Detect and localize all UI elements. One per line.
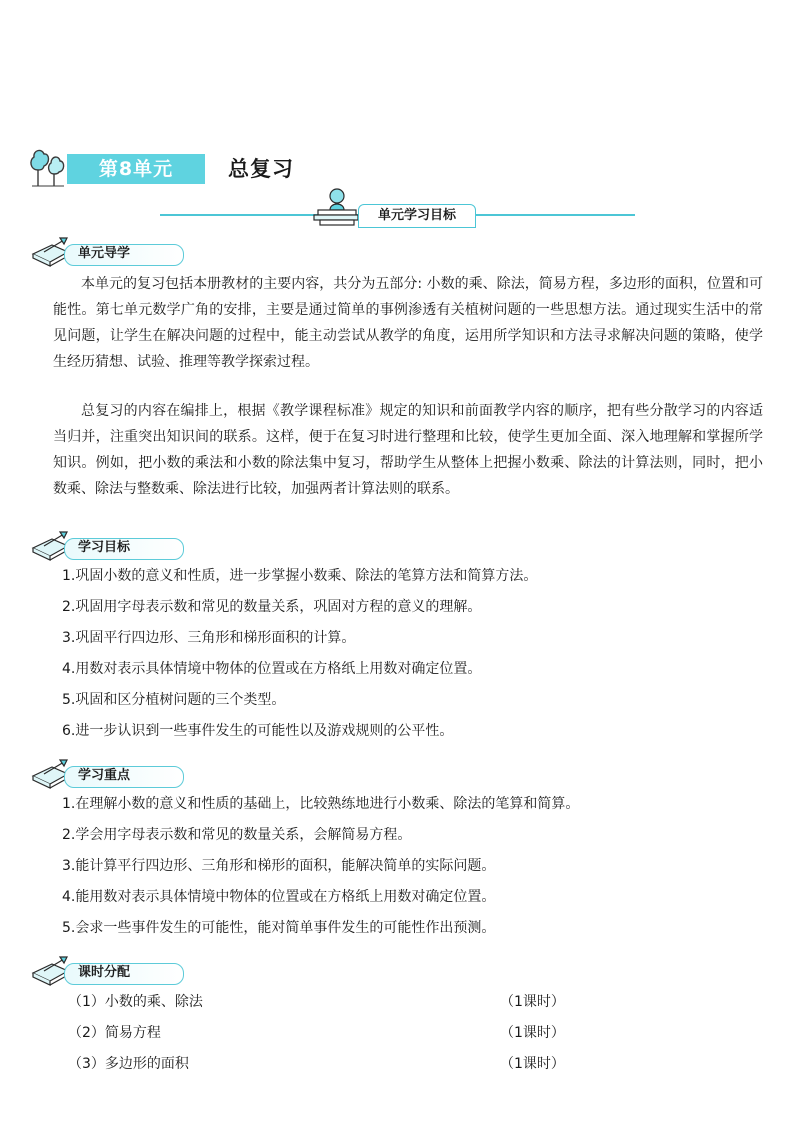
schedule-row	[68, 1023, 568, 1054]
list-item: 4.能用数对表示具体情境中物体的位置或在方格纸上用数对确定位置。	[62, 889, 496, 905]
list-item: 2.学会用字母表示数和常见的数量关系，会解简易方程。	[62, 827, 412, 843]
list-item: 4.用数对表示具体情境中物体的位置或在方格纸上用数对确定位置。	[62, 661, 482, 677]
list-item: 6.进一步认识到一些事件发生的可能性以及游戏规则的公平性。	[62, 723, 454, 739]
goals-list	[62, 566, 762, 752]
unit-title: 总复习	[228, 157, 294, 181]
list-item: 2.巩固用字母表示数和常见的数量关系，巩固对方程的意义的理解。	[62, 599, 482, 615]
section-heading-label: 学习目标	[78, 540, 131, 555]
list-item: 3.能计算平行四边形、三角形和梯形的面积，能解决简单的实际问题。	[62, 858, 496, 874]
schedule-topic: （1）小数的乘、除法	[68, 994, 203, 1010]
guide-paragraph: 本单元的复习包括本册教材的主要内容，共分为五部分: 小数的乘、除法，简易方程，多边形的面积，位置和可能性。第七单元数学广角的安排，主要是通过简单的事例渗透有关植树问题的一些思想方法。通过现实生活中的常见问题，让学生在解决问题的过程中，能主动尝试从教学的角度，运用所学知识和方法寻求解决问题的策略，使学生经历猜想、试验、推理等教学探索过程。	[53, 276, 763, 370]
section-heading-label: 学习重点	[78, 768, 131, 783]
schedule-hours: （1课时）	[500, 1025, 565, 1041]
student-at-desk-icon	[310, 186, 360, 228]
guide-paragraph: 总复习的内容在编排上，根据《教学课程标准》规定的知识和前面教学内容的顺序，把有些分散学习的内容适当归并，注重突出知识间的联系。这样，便于在复习时进行整理和比较，使学生更加全面、深入地理解和掌握所学知识。例如，把小数的乘法和小数的除法集中复习，帮助学生从整体上把握小数乘、除法的计算法则，同时，把小数乘、除法与整数乘、除法进行比较，加强两者计算法则的联系。	[53, 403, 763, 497]
unit-header	[28, 146, 428, 190]
section-banner	[160, 186, 635, 230]
list-item: 3.巩固平行四边形、三角形和梯形面积的计算。	[62, 630, 356, 646]
schedule-hours: （1课时）	[500, 1056, 565, 1072]
schedule-list	[68, 992, 568, 1085]
list-item: 5.巩固和区分植树问题的三个类型。	[62, 692, 286, 708]
schedule-row	[68, 992, 568, 1023]
schedule-topic: （2）简易方程	[68, 1025, 161, 1041]
list-item: 1.巩固小数的意义和性质，进一步掌握小数乘、除法的笔算方法和简算方法。	[62, 568, 538, 584]
focus-list	[62, 794, 762, 949]
list-item: 1.在理解小数的意义和性质的基础上，比较熟练地进行小数乘、除法的笔算和简算。	[62, 796, 580, 812]
section-heading-label: 课时分配	[78, 965, 131, 980]
section-heading-goals	[30, 528, 170, 560]
schedule-topic: （3）多边形的面积	[68, 1056, 189, 1072]
unit-badge: 第8单元	[67, 154, 205, 184]
list-item: 5.会求一些事件发生的可能性，能对简单事件发生的可能性作出预测。	[62, 920, 496, 936]
section-heading-label: 单元导学	[78, 246, 131, 261]
schedule-hours: （1课时）	[500, 994, 565, 1010]
section-heading-guide	[30, 234, 170, 266]
section-heading-focus	[30, 756, 170, 788]
section-heading-schedule	[30, 953, 170, 985]
schedule-row	[68, 1054, 568, 1085]
trees-icon	[28, 146, 68, 188]
banner-label: 单元学习目标	[358, 204, 476, 228]
